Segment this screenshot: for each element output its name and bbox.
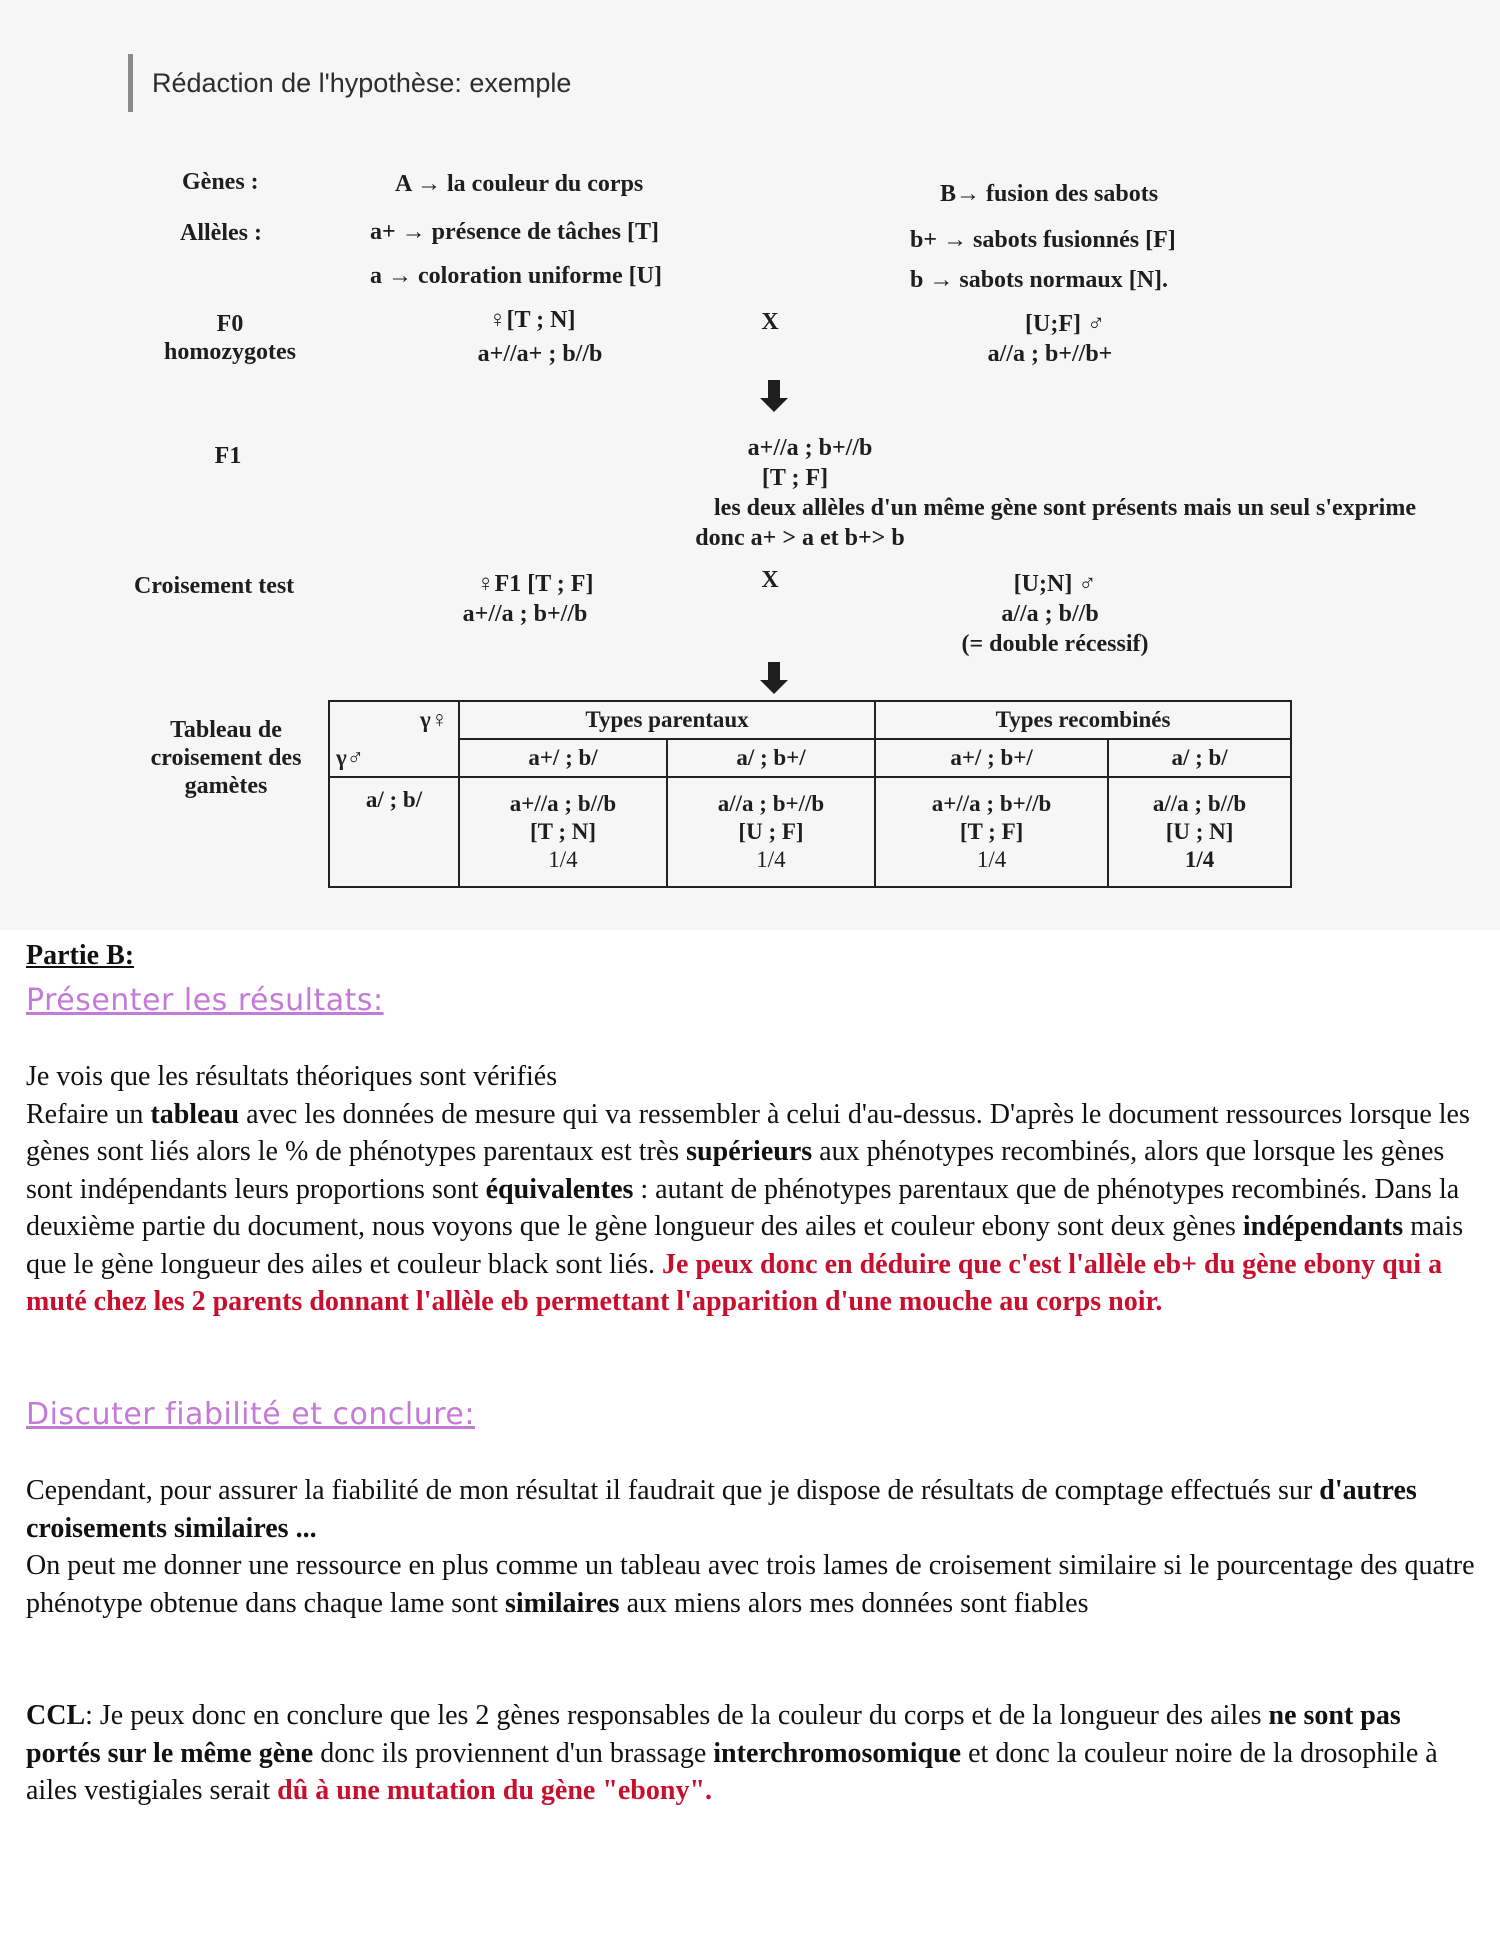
cell-genotype: a//a ; b+//b [717, 791, 825, 816]
ccl-label: CCL [26, 1700, 86, 1731]
female-gamete-2: a/ ; b+/ [667, 739, 875, 777]
f1-phenotype: [T ; F] [761, 465, 829, 491]
test-male-genotype: a//a ; b//b [1001, 601, 1099, 627]
results-verified-line: Je vois que les résultats théoriques sont vérifiés [26, 1061, 558, 1092]
f0-male-genotype: a//a ; b+//b+ [987, 341, 1113, 367]
table-label-2: croisement des [150, 745, 302, 771]
cell-phenotype: [T ; N] [529, 819, 596, 844]
cell-genotype: a+//a ; b+//b [931, 791, 1052, 816]
f0-label: F0 [216, 311, 244, 337]
cell-phenotype: [U ; N] [1165, 819, 1234, 844]
paragraph-conclusion: CCL: Je peux donc en conclure que les 2 gènes responsables de la couleur du corps et de la longueur des ailes ne sont pas portés sur le même gène donc ils proviennent d'un brassage interchromosomique et donc la couleur noire de la drosophile à ailes vestigiales serait dû à une mutation du gène "ebony". [26, 1700, 1438, 1806]
parental-types-header: Types parentaux [459, 701, 875, 739]
gene-a: A → la couleur du corps [395, 171, 644, 197]
scanned-figure [0, 0, 1500, 930]
conclusion-highlight: dû à une mutation du gène "ebony". [277, 1775, 712, 1806]
test-female-genotype: a+//a ; b+//b [462, 601, 588, 627]
reliability-paragraph: Cependant, pour assurer la fiabilité de mon résultat il faudrait que je dispose de résultats de comptage effectués sur d'autres croisements similaires ... [26, 1475, 1417, 1544]
allele-b: b → sabots normaux [N]. [910, 267, 1169, 293]
cell-frequency: 1/4 [756, 847, 786, 872]
allele-a-plus: a+ → présence de tâches [T] [370, 219, 659, 245]
f0-female-genotype: a+//a+ ; b//b [477, 341, 603, 367]
arrow-down-icon [768, 380, 780, 398]
recombined-types-header: Types recombinés [875, 701, 1291, 739]
cell-frequency: 1/4 [548, 847, 578, 872]
paragraph-results [26, 1058, 1476, 1321]
title-accent-bar [128, 54, 133, 112]
arrow-down-icon [768, 662, 780, 680]
allele-a: a → coloration uniforme [U] [370, 263, 662, 289]
test-cross-x: X [761, 567, 779, 593]
female-gamete-4: a/ ; b/ [1108, 739, 1291, 777]
paragraph-reliability [26, 1472, 1476, 1622]
cell-genotype: a//a ; b//b [1152, 791, 1247, 816]
part-b-heading: Partie B: [26, 940, 135, 971]
deduction-highlight: Je peux donc en déduire que c'est l'allèle eb+ du gène ebony qui a muté chez les 2 parents donnant l'allèle eb permettant l'apparition d'une mouche au corps noir. [26, 1248, 1443, 1317]
test-cross-label: Croisement test [134, 573, 295, 599]
f1-note-line1: les deux allèles d'un même gène sont présents mais un seul s'exprime [714, 495, 1416, 521]
cell-frequency: 1/4 [1184, 847, 1215, 872]
test-male-phenotype: [U;N] ♂ [1013, 571, 1097, 597]
f1-note-line2: donc a+ > a et b+> b [695, 525, 905, 551]
gene-b: B→ fusion des sabots [940, 181, 1159, 207]
section-discuss-title: Discuter fiabilité et conclure: [26, 1397, 475, 1432]
female-gamete-3: a+/ ; b+/ [875, 739, 1108, 777]
f0-male-phenotype: [U;F] ♂ [1025, 311, 1105, 337]
male-gametes-header: γ♂ [336, 745, 365, 770]
f0-cross-x: X [761, 309, 779, 335]
genes-label: Gènes : [182, 169, 259, 195]
f0-female-phenotype: ♀[T ; N] [488, 307, 576, 333]
cell-genotype: a+//a ; b//b [509, 791, 617, 816]
female-gametes-header: γ♀ [419, 707, 448, 732]
table-corner [329, 701, 459, 777]
cell-phenotype: [U ; F] [738, 819, 804, 844]
f1-label: F1 [214, 443, 242, 469]
table-label-3: gamètes [184, 773, 268, 799]
female-gamete-1: a+/ ; b/ [459, 739, 667, 777]
alleles-label: Allèles : [180, 220, 262, 246]
resource-paragraph: On peut me donner une ressource en plus comme un tableau avec trois lames de croisement similaire si le pourcentage des quatre phénotype obtenue dans chaque lame sont similaires aux miens alors mes données sont fiables [26, 1550, 1475, 1619]
figure-title: Rédaction de l'hypothèse: exemple [152, 68, 572, 98]
table-cell [875, 777, 1108, 887]
f1-genotype: a+//a ; b+//b [747, 435, 873, 461]
results-analysis-paragraph: Refaire un tableau avec les données de mesure qui va ressembler à celui d'au-dessus. D'après le document ressources lorsque les gènes sont liés alors le % de phénotypes parentaux est très supérieurs aux phénotypes recombinés, alors que lorsque les gènes sont indépendants leurs proportions sont équivalentes : autant de phénotypes parentaux que de phénotypes recombinés. Dans la deuxième partie du document, nous voyons que le gène longueur des ailes et couleur ebony sont deux gènes indépendants mais que le gène longueur des ailes et couleur black sont liés. Je peux donc en déduire que c'est l'allèle eb+ du gène ebony qui a muté chez les 2 parents donnant l'allèle eb permettant l'apparition d'une mouche au corps noir. [26, 1098, 1470, 1317]
table-cell [667, 777, 875, 887]
table-cell [459, 777, 667, 887]
table-label-1: Tableau de [170, 717, 282, 743]
cell-phenotype: [T ; F] [959, 819, 1024, 844]
cell-frequency: 1/4 [976, 847, 1007, 872]
section-present-results-title: Présenter les résultats: [26, 983, 384, 1018]
gamete-cross-table [328, 700, 1292, 888]
allele-b-plus: b+ → sabots fusionnés [F] [910, 227, 1176, 253]
test-male-note: (= double récessif) [961, 631, 1149, 657]
table-cell [1108, 777, 1291, 887]
f0-sub-label: homozygotes [164, 339, 296, 365]
male-gamete: a/ ; b/ [329, 777, 459, 887]
test-female-phenotype: ♀F1 [T ; F] [476, 571, 594, 597]
